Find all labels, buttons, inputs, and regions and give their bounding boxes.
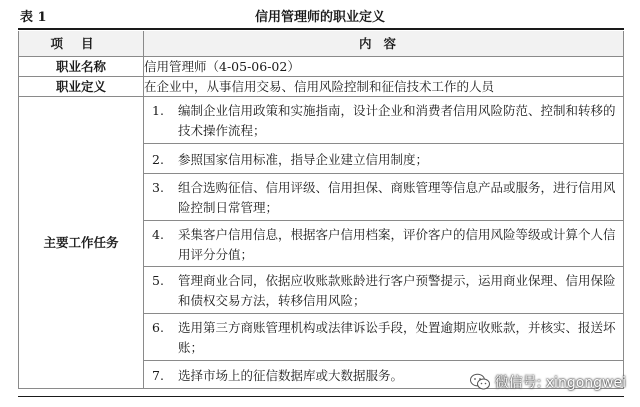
- task-text: 编制企业信用政策和实施指南，设计企业和消费者信用风险防范、控制和转移的技术操作流程；: [178, 103, 616, 138]
- table-caption: [0, 0, 640, 30]
- header-item: 项目: [19, 31, 144, 56]
- task-text: 选择市场上的征信数据库或大数据服务。: [178, 367, 404, 383]
- header-row: [19, 31, 624, 56]
- table-row: [19, 76, 624, 96]
- task-item: [144, 143, 624, 173]
- task-number: 2.: [152, 151, 164, 167]
- task-item: [144, 220, 624, 266]
- task-number: 3.: [152, 180, 164, 195]
- table-title: 信用管理师的职业定义: [254, 10, 385, 25]
- task-number: 4.: [152, 226, 164, 242]
- table-number: 表 1: [20, 10, 47, 25]
- task-text: 参照国家信用标准，指导企业建立信用制度；: [178, 151, 429, 167]
- task-text: 采集客户信用信息，根据客户信用档案，评价客户的信用风险等级或计算个人信用评分分值；: [178, 226, 616, 262]
- table-row: [19, 56, 624, 76]
- top-rule: [18, 28, 624, 30]
- task-number: 5.: [152, 273, 164, 288]
- task-item: [144, 266, 624, 313]
- row-label: 职业名称: [19, 56, 144, 76]
- task-text: 选用第三方商账管理机构或法律诉讼手段，处置逾期应收账款，并核实、报送坏账；: [178, 320, 616, 355]
- row-label: 职业定义: [19, 76, 144, 96]
- task-item: [144, 96, 624, 143]
- task-text: 组合选购征信、信用评级、信用担保、商账管理等信息产品或服务，进行信用风险控制日常管理；: [178, 180, 616, 215]
- row-value: 在企业中，从事信用交易、信用风险控制和征信技术工作的人员: [144, 76, 624, 96]
- watermark-text: 微信号: xingongwei: [494, 375, 626, 391]
- task-row: [19, 96, 624, 143]
- occupation-definition-table: [18, 31, 624, 389]
- task-item: [144, 173, 624, 220]
- task-text: 管理商业合同，依据应收账款账龄进行客户预警提示，运用商业保理、信用保险和债权交易方法，转移信用风险；: [178, 273, 616, 308]
- task-item: [144, 313, 624, 360]
- wechat-watermark: [469, 371, 626, 393]
- header-content: 内容: [144, 31, 624, 56]
- task-number: 1.: [152, 103, 164, 118]
- bottom-rule: [18, 396, 624, 397]
- wechat-icon: [469, 372, 491, 392]
- row-value: 信用管理师（4-05-06-02）: [144, 56, 624, 76]
- tasks-label: 主要工作任务: [19, 96, 144, 388]
- task-number: 7.: [152, 367, 164, 383]
- task-number: 6.: [152, 320, 164, 335]
